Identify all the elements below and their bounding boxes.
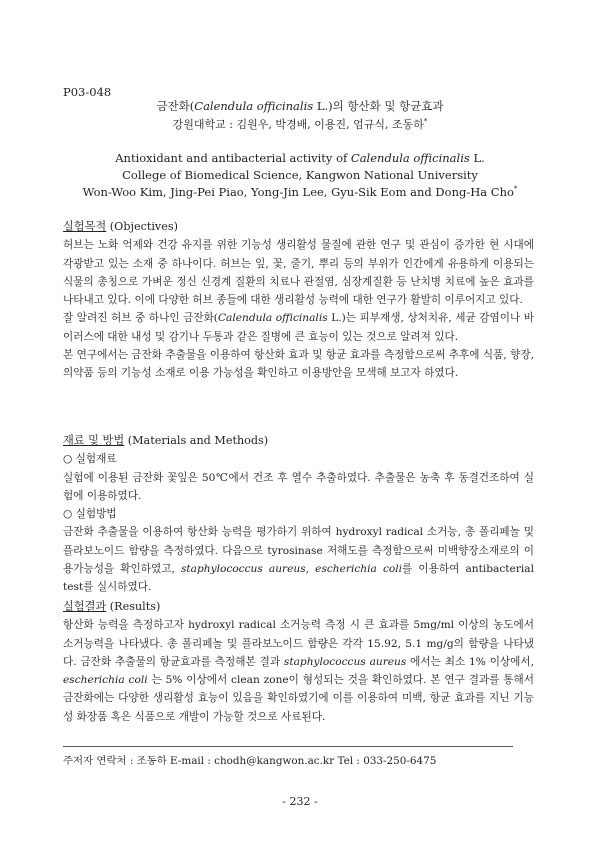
methods-p2-sci2: escherichia coli <box>315 563 403 576</box>
english-department: College of Biomedical Science, Kangwon National University <box>122 168 478 182</box>
footer-divider <box>63 746 513 747</box>
results-p-sci1: staphylococcus aureus <box>283 655 407 668</box>
objectives-paragraph-2 <box>63 309 534 346</box>
results-p-b: 에서는 최소 1% 이상에서, <box>406 655 534 668</box>
results-heading <box>63 598 534 616</box>
methods-heading-ko: 재료 및 방법 <box>63 434 125 447</box>
english-authors <box>0 185 600 199</box>
objectives-p2-before: 잘 알려진 허브 중 하나인 금잔화( <box>63 312 218 325</box>
abstract-code: P03-048 <box>63 85 112 99</box>
english-authors-text: Won-Woo Kim, Jing-Pei Piao, Yong-Jin Lee, Gyu-Sik Eom and Dong-Ha Cho <box>82 185 514 199</box>
objectives-section <box>63 218 534 383</box>
english-title <box>0 151 600 165</box>
methods-paragraph-2 <box>63 523 534 596</box>
english-title-sci: Calendula officinalis <box>350 151 470 165</box>
methods-section <box>63 432 534 597</box>
korean-title-before: 금잔화( <box>156 99 195 113</box>
objectives-paragraph-1: 허브는 노화 억제와 건강 유지를 위한 기능성 생리활성 물질에 관한 연구 및 관심이 증가한 현 시대에 각광받고 있는 소재 중 하나이다. 허브는 잎, 꽃, 줄기, 뿌리 등의 부위가 인간에게 유용하게 이용되는 식물의 총칭으로 가벼운 정신 신경계 질환의 치료나 관절염, 심장계질환 등 난치병 치료에 높은 효과를 나타내고 있다. 이에 다양한 허브 종들에 대한 생리활성 능력에 대한 연구가 활발히 이루어지고 있다. <box>63 239 534 307</box>
objectives-p2-after: L.)는 피부재생, 상처치유, 세균 감염이나 바이러스에 대한 내성 및 감기나 두통과 같은 질병에 큰 효능이 있는 것으로 알려져 있다. <box>63 312 534 343</box>
results-section <box>63 598 534 726</box>
objectives-p2-sci: Calendula officinalis <box>217 312 328 325</box>
methods-paragraph-1: 실험에 이용된 금잔화 꽃잎은 50℃에서 건조 후 열수 추출하였다. 추출물은 농축 후 동결건조하여 실험에 이용하였다. <box>63 471 534 502</box>
methods-p2-c: 를 이용하여 antibacterial test를 실시하였다. <box>63 563 534 594</box>
footer-contact: 주저자 연락처 : 조동하 E-mail : chodh@kangwon.ac.kr Tel : 033-250-6475 <box>63 755 437 767</box>
objectives-paragraph-3: 본 연구에서는 금잔화 추출물을 이용하여 항산화 효과 및 항균 효과를 측정함으로써 추후에 식품, 향장, 의약품 등의 기능성 소재로 이용 가능성을 확인하고 이용방안을 모색해 보고자 하였다. <box>63 349 534 380</box>
results-heading-ko: 실험결과 <box>63 600 107 613</box>
results-p-a: 항산화 능력을 측정하고자 hydroxyl radical 소거능력 측정 시 큰 효과를 5mg/ml 이상의 농도에서 소거능력을 나타냈다. 총 폴리페놀 및 플라보노이드 함량은 각각 15.92, 5.1 mg/g의 함량을 나타냈다. 금잔화 추출물의 항균효과를 측정해본 결과 <box>63 619 534 668</box>
methods-subheading-materials: ○ 실험재료 <box>63 453 117 466</box>
methods-heading <box>63 432 534 450</box>
korean-title-sci: Calendula officinalis <box>194 99 314 113</box>
english-title-after: L. <box>469 151 485 165</box>
page-number: - 232 - <box>282 795 318 808</box>
objectives-heading <box>63 218 534 236</box>
methods-subheading-methods: ○ 실험방법 <box>63 508 117 521</box>
methods-p2-a: 금잔화 추출물을 이용하여 항산화 능력을 평가하기 위하여 hydroxyl radical 소거능, 총 폴리페놀 및 플라보노이드 함량을 측정하였다. 다음으로 tyrosinase 저해도를 측정함으로써 미백향장소재로의 이용가능성을 확인하였고, <box>63 526 534 576</box>
results-p-c: 는 5% 이상에서 clean zone이 형성되는 것을 확인하였다. 본 연구 결과를 통해서 금잔화에는 다양한 생리활성 효능이 있음을 확인하였기에 이를 이용하여 미백, 항균 효과를 지닌 기능성 화장품 혹은 식품으로 개발이 가능할 것으로 사료된다. <box>63 674 535 723</box>
results-p-sci2: escherichia coli <box>63 674 148 687</box>
objectives-heading-ko: 실험목적 <box>63 220 107 233</box>
korean-title-after: L.)의 항산화 및 항균효과 <box>313 99 444 113</box>
korean-title <box>0 98 600 114</box>
methods-p2-sci1: staphylococcus aureus <box>180 563 306 576</box>
english-title-before: Antioxidant and antibacterial activity of <box>115 151 351 165</box>
corresponding-mark-en: * <box>513 185 518 194</box>
korean-affiliation-text: 강원대학교 : 김원우, 박경배, 이용진, 엄규식, 조동하 <box>172 118 424 131</box>
corresponding-mark: * <box>423 117 428 126</box>
methods-heading-en: (Materials and Methods) <box>124 434 269 447</box>
results-heading-en: (Results) <box>106 600 161 613</box>
korean-affiliation <box>0 116 600 132</box>
objectives-heading-en: (Objectives) <box>106 220 178 233</box>
results-paragraph <box>63 616 534 726</box>
methods-p2-b: , <box>305 563 316 576</box>
